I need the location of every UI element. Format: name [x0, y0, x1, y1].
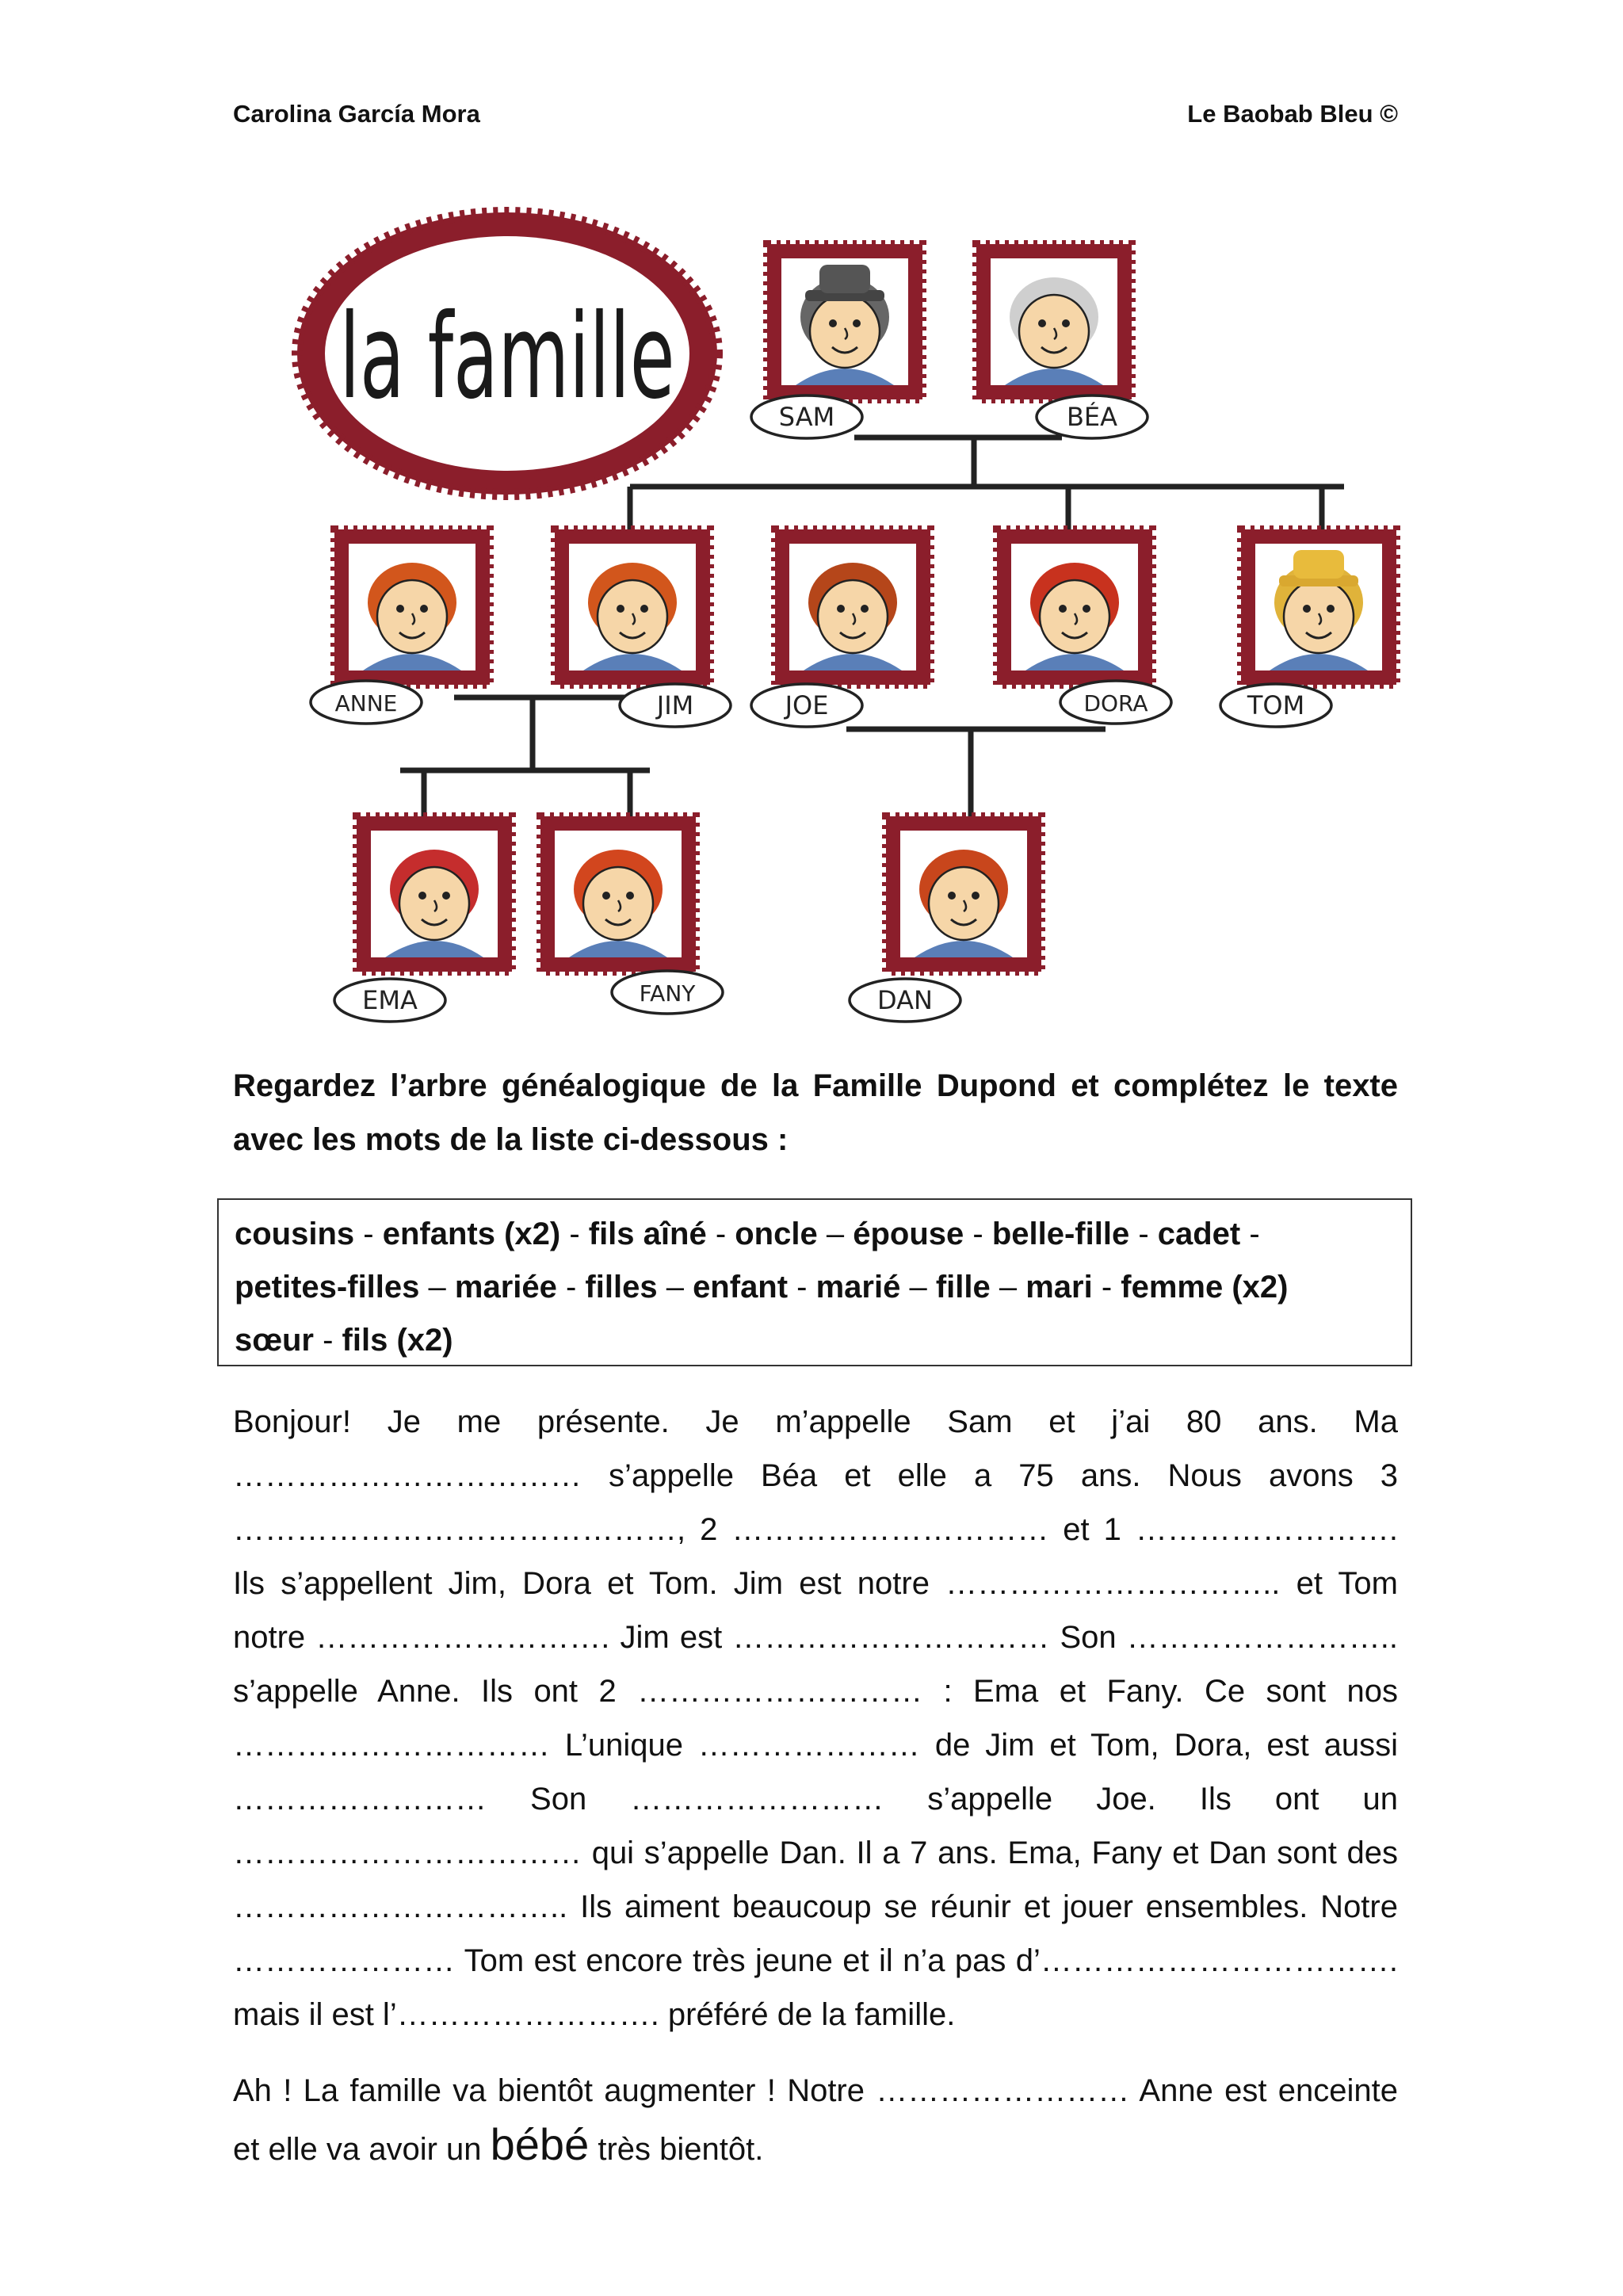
member-bea — [976, 244, 1148, 438]
eye — [602, 892, 610, 900]
member-joe — [751, 529, 930, 727]
member-name: JOE — [785, 690, 829, 720]
instructions: Regardez l’arbre généalogique de la Famille Dupond et complétez le texte avec les mots de la liste ci-dessous : — [233, 1068, 1398, 1157]
eye — [626, 892, 634, 900]
word-list-item: marié — [815, 1270, 901, 1305]
face — [1019, 295, 1089, 368]
bebe-word: bébé — [490, 2119, 590, 2169]
name-label-fany — [612, 971, 723, 1014]
word-list-item: fille — [935, 1270, 991, 1305]
word-list-separator: - — [706, 1217, 735, 1251]
member-dan — [850, 816, 1041, 1022]
word-list-separator: - — [1240, 1217, 1260, 1251]
face — [818, 580, 888, 653]
eye — [829, 319, 837, 327]
member-name: FANY — [639, 980, 696, 1007]
name-label-jim — [620, 684, 731, 727]
word-list-separator: - — [788, 1270, 816, 1305]
member-fany — [540, 816, 723, 1014]
header-author: Carolina García Mora — [233, 100, 480, 128]
eye — [1059, 605, 1067, 613]
member-name: SAM — [778, 402, 835, 432]
eye — [853, 319, 861, 327]
member-name: JIM — [656, 690, 694, 720]
member-name: BÉA — [1066, 402, 1118, 432]
word-list-item: mariée — [454, 1270, 557, 1305]
word-list-item: cousins — [235, 1217, 355, 1251]
word-list-line — [235, 1314, 1395, 1367]
face — [399, 867, 469, 940]
eye — [948, 892, 956, 900]
word-list-item: petites-filles — [235, 1270, 420, 1305]
eye — [418, 892, 426, 900]
name-label-bea — [1037, 395, 1148, 438]
word-list-separator: - — [556, 1270, 586, 1305]
name-label-sam — [751, 395, 862, 438]
word-list-item: fils aîné — [588, 1217, 707, 1251]
name-label-dora — [1060, 681, 1171, 724]
paragraph-2-ending: très bientôt. — [589, 2132, 764, 2167]
word-list-separator: - — [354, 1217, 383, 1251]
word-list-separator: – — [657, 1270, 693, 1305]
eye — [1327, 605, 1335, 613]
face — [598, 580, 667, 653]
exercise-paragraph-2 — [233, 2064, 1398, 2176]
face — [810, 295, 880, 368]
eye — [1083, 605, 1090, 613]
word-list-box — [217, 1198, 1412, 1366]
eye — [1038, 319, 1046, 327]
word-list-separator: - — [1092, 1270, 1121, 1305]
word-list-item: femme (x2) — [1121, 1270, 1289, 1305]
member-name: DAN — [877, 985, 933, 1015]
word-list-line — [235, 1208, 1395, 1261]
name-label-ema — [334, 979, 445, 1022]
word-list-item: belle-fille — [991, 1217, 1130, 1251]
logo-text: la famille — [339, 288, 675, 425]
word-list-separator: - — [964, 1217, 992, 1251]
eye — [861, 605, 869, 613]
eye — [1062, 319, 1070, 327]
word-list-separator: – — [900, 1270, 936, 1305]
name-label-anne — [311, 681, 422, 724]
name-label-dan — [850, 979, 960, 1022]
eye — [420, 605, 428, 613]
face — [377, 580, 447, 653]
eye — [396, 605, 404, 613]
word-list-item: mari — [1025, 1270, 1093, 1305]
face — [1284, 580, 1354, 653]
word-list-line — [235, 1261, 1395, 1314]
exercise-paragraph-1: Bonjour! Je me présente. Je m’appelle Sam et j’ai 80 ans. Ma …………………………… s’appelle Béa et elle a 75 ans. Nous avons 3 ……………………………………, 2 ………………………… et 1 ……………………. Ils s’appellent Jim, Dora et Tom. Jim est notre ………………………….. et Tom notre ………………………. Jim est ………………………… Son …………………….. s’appelle Anne. Ils ont 2 ……………………… : Ema et Fany. Ce sont nos ………………………… L’unique ………………… de Jim et Tom, Dora, est aussi …………………… Son …………………… s’appelle Joe. Ils ont un …………………………… qui s’appelle Dan. Il a 7 ans. Ema, Fany et Dan sont des ………………………….. Ils aiment beaucoup se réunir et jouer ensembles. Notre ………………… Tom est encore très jeune et il n’a pas d’……………………………. mais il est l’……………………. préféré de la famille. — [233, 1404, 1398, 2032]
word-list-item: filles — [585, 1270, 658, 1305]
logo-la-famille — [297, 212, 717, 495]
member-tom — [1220, 529, 1396, 727]
eye — [1303, 605, 1311, 613]
header-publisher: Le Baobab Bleu © — [1187, 100, 1398, 128]
member-name: EMA — [362, 985, 418, 1015]
word-list-item: fils (x2) — [342, 1323, 453, 1358]
word-list-item: cadet — [1157, 1217, 1241, 1251]
name-label-joe — [751, 684, 862, 727]
member-anne — [311, 529, 490, 724]
member-name: TOM — [1247, 690, 1305, 720]
paragraph-2-text: Ah ! La famille va bientôt augmenter ! Notre …………………… Anne est enceinte et elle va avoir un — [233, 2073, 1398, 2167]
face — [1040, 580, 1109, 653]
face — [929, 867, 999, 940]
hat-crown — [1293, 550, 1344, 579]
word-list-separator: - — [314, 1323, 342, 1358]
member-ema — [334, 816, 512, 1022]
word-list-item: enfant — [693, 1270, 789, 1305]
word-list-separator: – — [817, 1217, 854, 1251]
member-sam — [751, 244, 922, 438]
name-label-tom — [1220, 684, 1331, 727]
eye — [640, 605, 648, 613]
word-list-separator: – — [419, 1270, 455, 1305]
word-list-item: épouse — [853, 1217, 964, 1251]
eye — [442, 892, 450, 900]
eye — [837, 605, 845, 613]
word-list-item: oncle — [735, 1217, 818, 1251]
hat-crown — [819, 265, 870, 293]
eye — [972, 892, 980, 900]
face — [583, 867, 653, 940]
word-list-separator: - — [560, 1217, 589, 1251]
member-name: ANNE — [334, 690, 398, 716]
word-list-item: enfants (x2) — [382, 1217, 561, 1251]
word-list-separator: - — [1129, 1217, 1158, 1251]
member-name: DORA — [1083, 690, 1148, 716]
eye — [617, 605, 624, 613]
family-tree — [0, 0, 1623, 1030]
word-list-separator: – — [990, 1270, 1026, 1305]
member-dora — [997, 529, 1171, 724]
word-list-item: sœur — [235, 1323, 314, 1358]
